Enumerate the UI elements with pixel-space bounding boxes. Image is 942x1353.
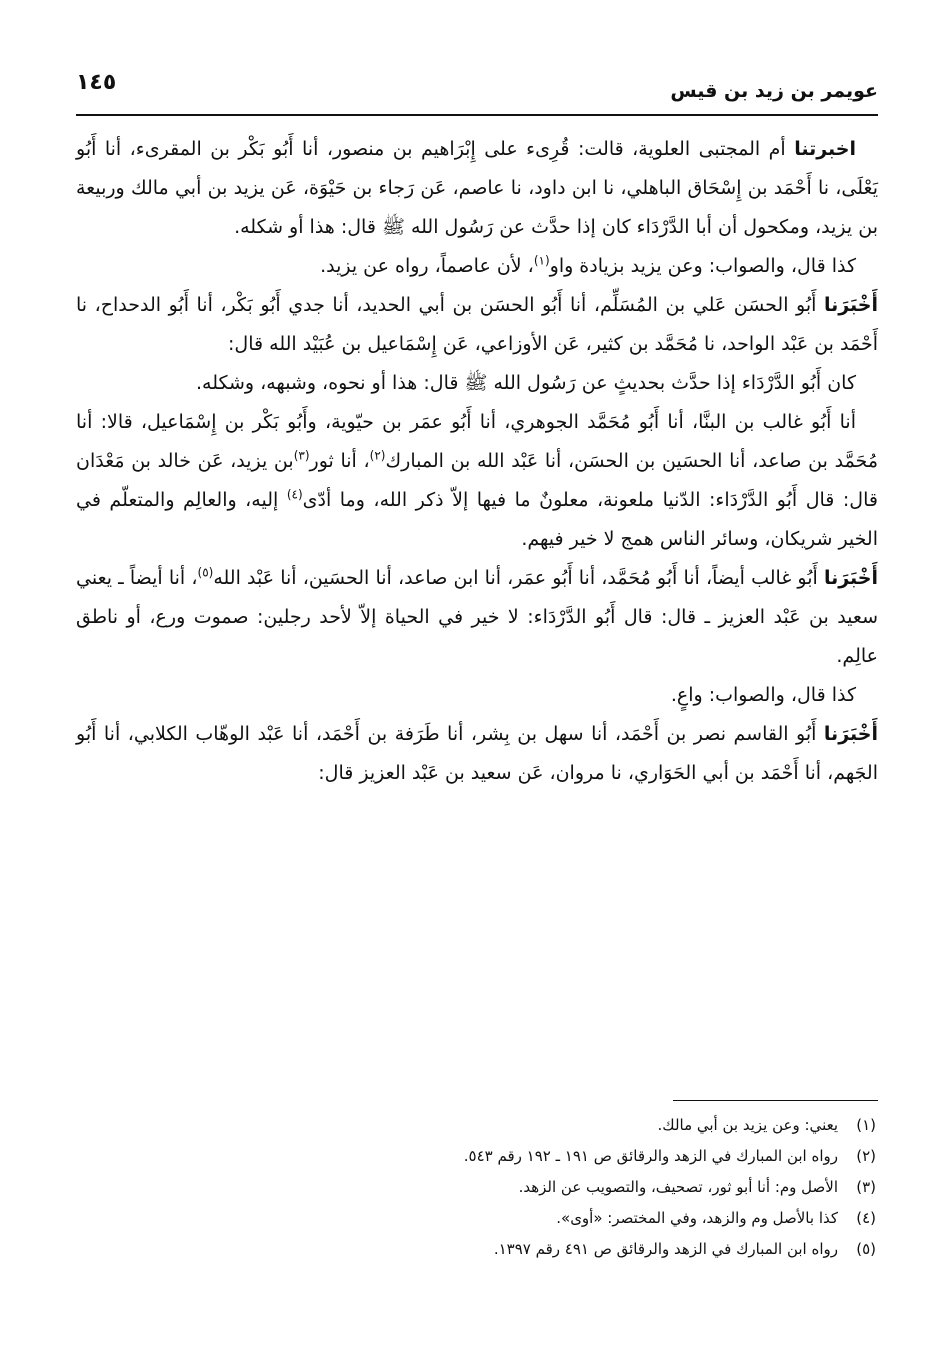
footnote: [76, 1110, 876, 1141]
paragraph-text: كذا قال، والصواب: وعن يزيد بزيادة واو: [549, 255, 856, 277]
paragraph-7: [76, 676, 878, 715]
paragraph-4: [76, 364, 878, 403]
paragraph-3: [76, 286, 878, 364]
paragraph-text: أَبُو غالب أيضاً، أنا أَبُو مُحَمَّد، أنا أَبُو عمَر، أنا ابن صاعد، أنا الحسَين، أنا عَبْد الله: [213, 567, 818, 589]
paragraph-text: ، أنا ثور: [309, 450, 370, 472]
footnote-number: (٤): [856, 1209, 876, 1227]
footnote-number: (٢): [856, 1147, 876, 1165]
footnote: [76, 1203, 876, 1234]
paragraph-text: أَبُو الحسَن عَلي بن المُسَلِّم، أنا أَبُو الحسَن بن أبي الحديد، أنا جدي أَبُو بَكْر، أنا أَبُو الدحداح، نا أَحْمَد بن عَبْد الواحد، نا مُحَمَّد بن كثير، عَن الأوزاعي، عَن إِسْمَاعيل بن عُبَيْد الله قال:: [76, 294, 878, 355]
paragraph-text: ، أنا أيضاً ـ يعني سعيد بن عَبْد العزيز ـ قال: قال أَبُو الدَّرْدَاء: لا خير في الحياة إلاّ لأحد رجلين: صموت ورع، أو ناطق عالِم.: [76, 567, 878, 667]
paragraph-text: بن يزيد، عَن خالد بن مَعْدَان قال: قال أَبُو الدَّرْدَاء: الدّنيا ملعونة، معلونٌ ما فيها إلاّ ذكر الله، وما أدّى: [76, 450, 878, 511]
paragraph-lead: أَخْبَرَنا: [823, 567, 878, 589]
paragraph-lead: أَخْبَرَنا: [823, 294, 879, 316]
footnote: [76, 1141, 876, 1172]
footnote-text: رواه ابن المبارك في الزهد والرقائق ص ٤٩١ رقم ١٣٩٧.: [493, 1240, 838, 1258]
paragraph-lead: أَخْبَرَنا: [823, 723, 878, 745]
paragraph-text: إليه، والعالِم والمتعلّم في الخير شريكان، وسائر الناس همج لا خير فيهم.: [76, 489, 878, 550]
paragraph-2: [76, 247, 878, 286]
paragraph-8: [76, 715, 878, 793]
footnote: [76, 1172, 876, 1203]
paragraph-lead: اخبرتنا: [794, 138, 856, 160]
footnote-ref: (٥): [197, 565, 214, 580]
footnote-separator: [673, 1100, 878, 1101]
footnote-text: الأصل وم: أنا أبو ثور، تصحيف، والتصويب عن الزهد.: [518, 1178, 838, 1196]
footnote-number: (١): [856, 1116, 876, 1134]
footnote-number: (٥): [856, 1240, 876, 1258]
paragraph-1: [76, 130, 878, 247]
footnote-ref: (٤): [286, 487, 303, 502]
header-title: عويمر بن زيد بن قيس: [670, 80, 878, 102]
footnote-ref: (٢): [369, 448, 386, 463]
paragraph-text: أَبُو القاسم نصر بن أَحْمَد، أنا سهل بن بِشر، أنا طَرَفة بن أَحْمَد، أنا عَبْد الوهّاب الكلابي، أنا أَبُو الجَهم، أنا أَحْمَد بن أبي الحَوَاري، نا مروان، عَن سعيد بن عَبْد العزيز قال:: [76, 723, 878, 784]
header-rule: [76, 114, 878, 116]
footnote: [76, 1234, 876, 1265]
footnote-ref: (٣): [293, 448, 310, 463]
running-header: [76, 62, 878, 112]
page-number: ١٤٥: [76, 70, 117, 95]
footnote-number: (٣): [856, 1178, 876, 1196]
paragraph-5: [76, 403, 878, 559]
footnote-text: يعني: وعن يزيد بن أبي مالك.: [657, 1116, 838, 1134]
footnote-text: رواه ابن المبارك في الزهد والرقائق ص ١٩١ ـ ١٩٢ رقم ٥٤٣.: [463, 1147, 838, 1165]
footnotes: [76, 1110, 876, 1265]
main-text: [76, 130, 878, 793]
paragraph-text: أم المجتبى العلوية، قالت: قُرِىء على إِبْرَاهيم بن منصور، أنا أَبُو بَكْر بن المقرىء، أنا أَبُو يَعْلَى، نا أَحْمَد بن إِسْحَاق الباهلي، نا ابن داود، نا عاصم، عَن رَجاء بن حَيْوَة، عَن يزيد بن أبي مالك وربيعة بن يزيد، ومكحول أن أبا الدَّرْدَاء كان إذا حدَّث عن رَسُول الله ﷺ قال: هذا أو شكله.: [76, 138, 878, 238]
footnote-ref: (١): [533, 253, 550, 268]
paragraph-text: كان أَبُو الدَّرْدَاء إذا حدَّث بحديثٍ عن رَسُول الله ﷺ قال: هذا أو نحوه، وشبهه، وشكله.: [195, 372, 856, 394]
paragraph-6: [76, 559, 878, 676]
paragraph-text: أنا أَبُو غالب بن البنَّا، أنا أَبُو مُحَمَّد الجوهري، أنا أَبُو عمَر بن حيّوية، وأَبُو بَكْر بن إِسْمَاعيل، قالا: أنا مُحَمَّد بن صاعد، أنا الحسَين بن الحسَن، أنا عَبْد الله بن المبارك: [76, 411, 878, 472]
paragraph-text: كذا قال، والصواب: واعٍ.: [670, 684, 856, 706]
footnote-text: كذا بالأصل وم والزهد، وفي المختصر: «أوى».: [556, 1209, 838, 1227]
paragraph-text: ، لأن عاصماً، رواه عن يزيد.: [320, 255, 534, 277]
